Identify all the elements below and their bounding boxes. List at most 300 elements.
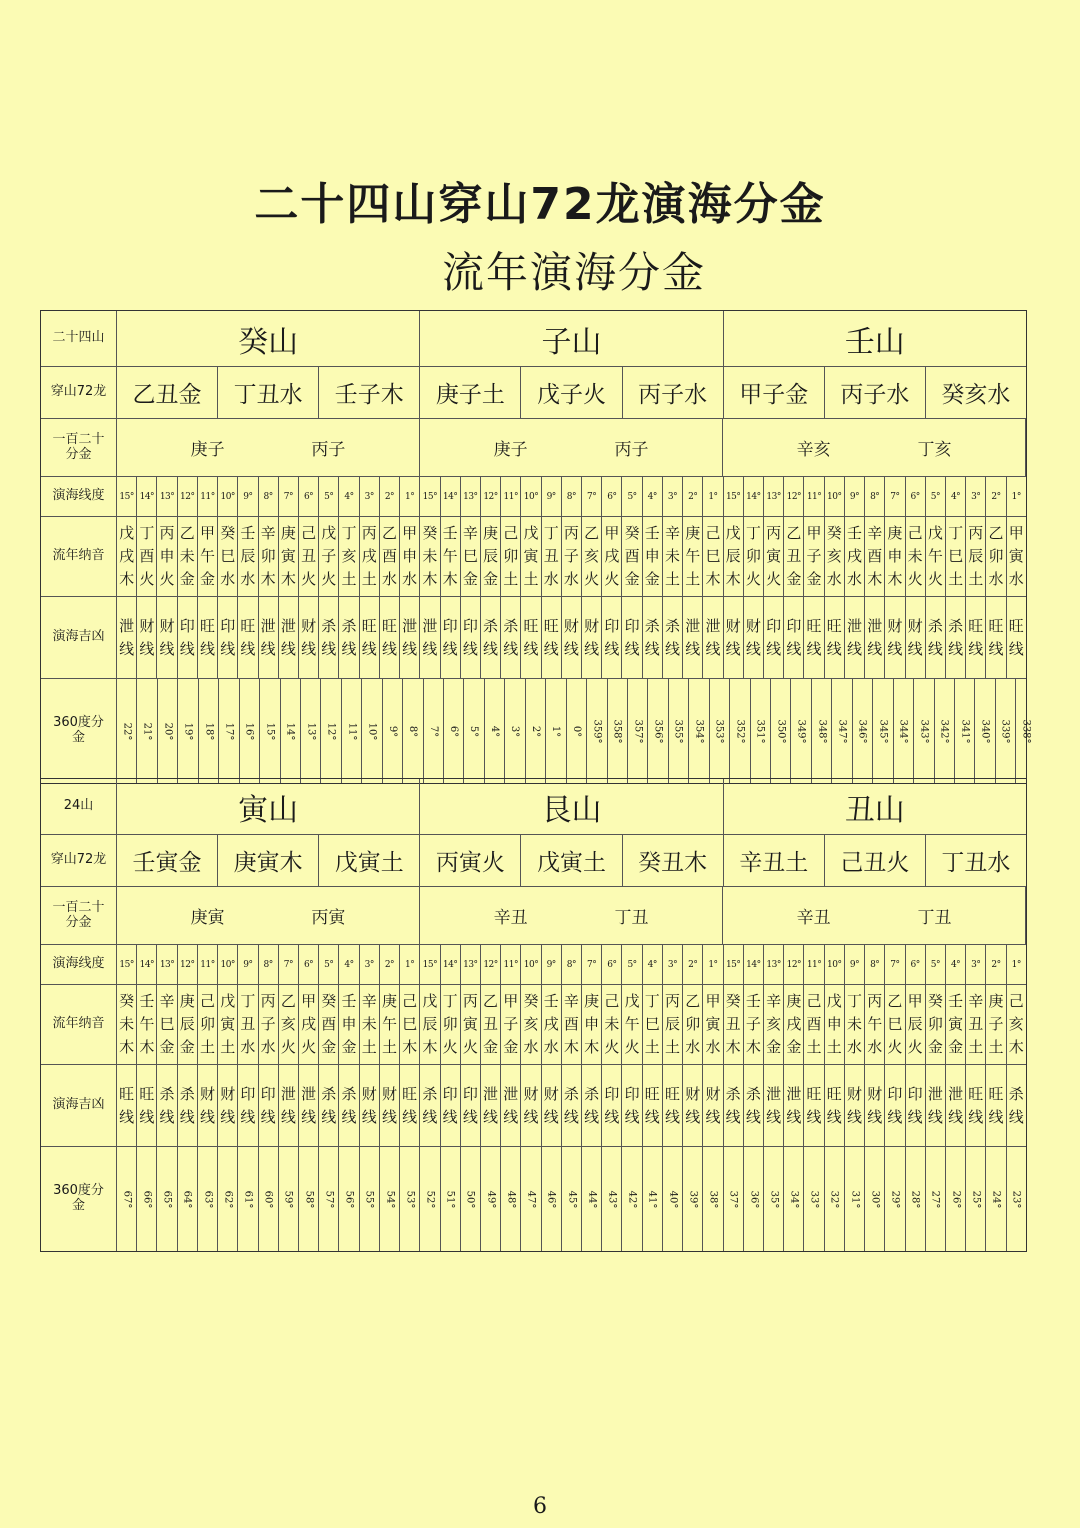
nayin-cell-char: 丙 [968,524,984,542]
page-subtitle: 流年演海分金 [441,248,706,297]
nayin-cell [279,985,299,1064]
degree360-cell [301,679,321,783]
degree360-cell-text: 16° [243,722,255,740]
luck-cell-char: 线 [483,1107,499,1126]
nayin-cell-char: 丑 [786,547,802,565]
luck-cell [339,1065,359,1146]
degree360-cell [602,1147,622,1251]
nayin-cell-char: 水 [685,1038,701,1056]
nayin-cell-char: 卯 [199,1015,215,1033]
dragon-cell: 戊寅土 [319,835,420,886]
luck-cell-char: 线 [503,639,519,658]
degree360-cell-text: 352° [734,718,746,744]
degree360-cell [199,679,219,783]
row-label-luck: 演海吉凶 [41,1065,117,1146]
nayin-cell-char: 己 [907,524,923,542]
nayin-cell-char: 癸 [927,992,943,1010]
nayin-cell-char: 申 [826,1015,842,1033]
luck-cell-char: 线 [624,1107,640,1126]
nayin-cell [238,517,258,596]
degree360-cell [281,679,301,783]
mountain-cell: 丑山 [844,792,905,828]
luck-cell-char: 线 [341,1107,357,1126]
row-d360 [41,679,1032,783]
fenjin-cell [117,887,177,944]
nayin-cell-char: 丙 [462,992,478,1010]
luck-cell-char: 财 [159,616,175,635]
row-cells-mountain [117,311,1026,366]
degree360-cell [259,1147,279,1251]
fenjin-cell: 丁丑 [614,908,649,928]
luck-cell-char: 线 [705,639,721,658]
nayin-cell-char: 甲 [604,524,620,542]
degree-cell: 14° [744,945,764,984]
degree360-cell [689,679,709,783]
nayin-cell-char: 庚 [280,524,296,542]
luck-cell-char: 线 [948,1107,964,1126]
nayin-cell-char: 未 [604,1015,620,1033]
degree360-cell-text: 342° [938,718,950,744]
luck-cell-char: 线 [341,639,357,658]
nayin-cell-char: 亥 [341,547,357,565]
luck-cell-char: 线 [624,639,640,658]
luck-cell-char: 财 [846,1084,862,1103]
luck-cell-char: 线 [907,639,923,658]
degree-cell: 10° [218,945,238,984]
nayin-cell-char: 戌 [119,547,135,565]
nayin-cell-char: 金 [624,570,640,588]
nayin-cell [804,985,824,1064]
degree360-cell-text: 67° [121,1190,133,1208]
luck-cell-char: 线 [381,1107,397,1126]
nayin-cell-char: 水 [1008,570,1024,588]
luck-cell-char: 印 [766,616,782,635]
degree360-cell [321,679,341,783]
luck-cell [400,597,420,678]
dragon-cell: 戊寅土 [521,835,622,886]
nayin-cell [683,985,703,1064]
degree360-cell [608,679,628,783]
nayin-cell [865,517,885,596]
luck-cell [279,597,299,678]
row-dragon [41,367,1026,419]
nayin-cell-char: 丙 [766,524,782,542]
luck-cell-char: 线 [321,639,337,658]
degree360-cell-text: 50° [464,1190,476,1208]
degree360-cell [669,679,689,783]
degree360-cell-text: 354° [693,718,705,744]
nayin-cell [400,985,420,1064]
luck-cell [764,1065,784,1146]
luck-cell-char: 旺 [988,616,1004,635]
degree-cell: 9° [542,477,562,516]
luck-cell [461,597,481,678]
nayin-cell-char: 辰 [179,1015,195,1033]
degree-cell: 9° [845,477,865,516]
mountain-cell: 癸山 [117,311,420,366]
row-cells-mountain [117,779,1026,834]
luck-cell [218,1065,238,1146]
nayin-cell-char: 亥 [766,1015,782,1033]
nayin-cell [178,517,198,596]
luck-cell-char: 旺 [968,1084,984,1103]
nayin-cell [764,985,784,1064]
luck-cell-char: 线 [948,639,964,658]
nayin-cell-char: 癸 [422,524,438,542]
fenjin-cell [723,419,783,476]
luck-cell [380,597,400,678]
degree360-cell [894,679,914,783]
nayin-cell [420,985,440,1064]
nayin-cell [602,517,622,596]
nayin-cell-char: 金 [159,1038,175,1056]
nayin-cell-char: 火 [159,570,175,588]
luck-cell-char: 印 [442,1084,458,1103]
fenjin-cell [844,887,904,944]
nayin-cell [602,985,622,1064]
degree360-cell-text: 56° [343,1190,355,1208]
nayin-cell-char: 乙 [584,524,600,542]
nayin-cell-char: 卯 [503,547,519,565]
luck-cell [501,1065,521,1146]
nayin-cell [703,517,723,596]
dragon-cell: 辛丑土 [724,835,825,886]
luck-cell-char: 印 [887,1084,903,1103]
fenjin-cell [359,887,420,944]
nayin-cell-char: 火 [301,1038,317,1056]
nayin-cell-char: 庚 [887,524,903,542]
nayin-cell [339,985,359,1064]
luck-cell-char: 旺 [523,616,539,635]
nayin-cell-char: 巳 [402,1015,418,1033]
luck-cell-char: 旺 [402,1084,418,1103]
nayin-cell-char: 辛 [665,524,681,542]
nayin-cell [926,985,946,1064]
degree360-cell-text: 44° [586,1190,598,1208]
degree-cell: 1° [703,945,723,984]
luck-cell-char: 旺 [968,616,984,635]
nayin-cell [339,517,359,596]
nayin-cell [521,985,541,1064]
degree360-cell-text: 13° [305,722,317,740]
luck-cell [481,597,501,678]
degree360-cell-text: 66° [141,1190,153,1208]
nayin-cell-char: 辰 [665,1015,681,1033]
luck-cell-char: 线 [867,639,883,658]
degree-cell: 11° [198,945,218,984]
degree-cell: 5° [622,945,642,984]
luck-cell-char: 旺 [826,1084,842,1103]
row-label-mountain: 24山 [41,779,117,834]
nayin-cell [966,517,986,596]
degree360-cell-text: 18° [202,722,214,740]
nayin-cell-char: 水 [543,1038,559,1056]
nayin-cell-char: 壬 [745,992,761,1010]
nayin-cell-char: 金 [644,570,660,588]
dragon-cell: 丙子水 [623,367,724,418]
degree-cell: 10° [218,477,238,516]
luck-cell [1007,597,1026,678]
nayin-cell-char: 水 [240,570,256,588]
nayin-cell-char: 乙 [786,524,802,542]
luck-cell [299,597,319,678]
degree360-cell [751,679,771,783]
nayin-cell-char: 木 [563,1038,579,1056]
luck-cell-char: 线 [563,1107,579,1126]
degree-cell: 8° [259,945,279,984]
luck-cell-char: 线 [220,639,236,658]
luck-cell-char: 财 [543,1084,559,1103]
luck-cell-char: 线 [1008,639,1024,658]
nayin-cell [542,985,562,1064]
nayin-cell-char: 未 [361,1015,377,1033]
nayin-cell-char: 戌 [786,1015,802,1033]
luck-cell-char: 泄 [301,1084,317,1103]
degree360-cell-text: 63° [201,1190,213,1208]
nayin-cell-char: 火 [139,570,155,588]
degree360-cell [791,679,811,783]
nayin-cell-char: 土 [665,1038,681,1056]
degree360-cell [526,679,546,783]
degree360-cell-text: 32° [828,1190,840,1208]
luck-cell-char: 线 [786,639,802,658]
luck-cell [380,1065,400,1146]
luck-cell-char: 线 [584,1107,600,1126]
nayin-cell-char: 辰 [240,547,256,565]
degree360-cell-text: 39° [687,1190,699,1208]
nayin-cell [380,985,400,1064]
luck-cell [845,1065,865,1146]
nayin-cell-char: 水 [826,570,842,588]
degree-cell: 12° [178,945,198,984]
nayin-cell-char: 火 [462,1038,478,1056]
nayin-cell-char: 午 [381,1015,397,1033]
luck-cell-char: 线 [240,1107,256,1126]
nayin-cell-char: 庚 [685,524,701,542]
degree360-cell-text: 11° [346,722,358,740]
nayin-cell-char: 丁 [240,992,256,1010]
luck-cell [582,1065,602,1146]
nayin-cell-char: 寅 [462,1015,478,1033]
row-label-fen: 一百二十 分金 [41,887,117,944]
degree360-cell-text: 344° [897,718,909,744]
luck-cell [966,597,986,678]
luck-cell [683,1065,703,1146]
luck-cell [198,1065,218,1146]
degree-cell: 2° [380,477,400,516]
degree360-cell-text: 51° [444,1190,456,1208]
degree360-cell-text: 340° [979,718,991,744]
degree360-cell-text: 52° [424,1190,436,1208]
luck-cell [582,597,602,678]
row-nayin [41,517,1026,597]
nayin-cell-char: 亥 [1008,1015,1024,1033]
luck-cell [1007,1065,1026,1146]
nayin-cell-char: 丁 [442,992,458,1010]
nayin-cell [744,517,764,596]
degree360-cell-text: 62° [222,1190,234,1208]
nayin-cell-char: 庚 [483,524,499,542]
degree-cell: 5° [926,477,946,516]
nayin-cell-char: 水 [543,570,559,588]
nayin-cell [137,985,157,1064]
degree360-cell-text: 35° [768,1190,780,1208]
row-cells-fen [117,419,1026,476]
degree360-cell-text: 350° [775,718,787,744]
nayin-cell [804,517,824,596]
nayin-cell [319,517,339,596]
luck-cell-char: 财 [523,1084,539,1103]
nayin-cell-char: 金 [806,570,822,588]
nayin-cell [319,985,339,1064]
dragon-cell: 乙丑金 [117,367,218,418]
nayin-cell-char: 土 [220,1038,236,1056]
luck-cell-char: 财 [685,1084,701,1103]
luck-cell-char: 线 [584,639,600,658]
nayin-cell-char: 甲 [503,992,519,1010]
nayin-cell-char: 壬 [846,524,862,542]
degree-cell: 2° [683,477,703,516]
luck-cell-char: 财 [907,616,923,635]
luck-cell-char: 线 [139,1107,155,1126]
nayin-cell-char: 木 [422,570,438,588]
nayin-cell-char: 己 [301,524,317,542]
nayin-cell [117,985,137,1064]
nayin-cell [137,517,157,596]
degree-cell: 12° [481,945,501,984]
luck-cell-char: 线 [543,1107,559,1126]
fenjin-cell: 辛丑 [493,908,528,928]
degree360-cell-text: 45° [565,1190,577,1208]
degree-cell: 10° [521,945,541,984]
nayin-cell-char: 辛 [563,992,579,1010]
luck-cell-char: 印 [220,616,236,635]
degree360-cell-text: 17° [223,722,235,740]
nayin-cell [299,517,319,596]
nayin-cell-char: 戊 [826,992,842,1010]
luck-cell [238,597,258,678]
nayin-cell-char: 火 [584,570,600,588]
degree360-cell-text: 5° [468,725,480,737]
nayin-cell-char: 木 [887,570,903,588]
nayin-cell-char: 金 [179,1038,195,1056]
luck-cell-char: 线 [685,1107,701,1126]
nayin-cell-char: 辰 [483,547,499,565]
luck-cell [643,597,663,678]
nayin-cell-char: 土 [381,1038,397,1056]
degree-cell: 3° [360,477,380,516]
dragon-cell: 癸丑木 [623,835,724,886]
nayin-cell [986,985,1006,1064]
nayin-cell-char: 酉 [381,547,397,565]
luck-cell [784,1065,804,1146]
nayin-cell [966,985,986,1064]
luck-cell-char: 线 [988,639,1004,658]
nayin-cell-char: 木 [260,570,276,588]
nayin-cell-char: 乙 [988,524,1004,542]
nayin-cell-char: 水 [240,1038,256,1056]
luck-cell-char: 旺 [806,616,822,635]
nayin-cell-char: 卯 [745,547,761,565]
nayin-cell [360,517,380,596]
degree360-cell-text: 2° [529,725,541,737]
nayin-cell-char: 未 [179,547,195,565]
nayin-cell-char: 寅 [220,1015,236,1033]
nayin-cell-char: 金 [503,1038,519,1056]
degree360-cell-text: 8° [407,725,419,737]
degree360-cell-text: 10° [366,722,378,740]
luck-cell [946,597,966,678]
luck-cell [521,1065,541,1146]
nayin-cell-char: 癸 [725,992,741,1010]
nayin-cell-char: 子 [321,547,337,565]
nayin-cell-char: 庚 [179,992,195,1010]
nayin-cell-char: 水 [846,570,862,588]
nayin-cell-char: 酉 [139,547,155,565]
luck-cell-char: 线 [644,1107,660,1126]
luck-cell [663,597,683,678]
dragon-cell: 壬子木 [319,367,420,418]
luck-cell-char: 泄 [402,616,418,635]
nayin-cell-char: 乙 [887,992,903,1010]
nayin-cell-char: 辛 [159,992,175,1010]
degree360-cell [1007,1147,1026,1251]
nayin-cell-char: 火 [766,570,782,588]
nayin-cell-char: 卯 [927,1015,943,1033]
nayin-cell-char: 木 [139,1038,155,1056]
luck-cell-char: 泄 [483,1084,499,1103]
nayin-cell-char: 丁 [745,524,761,542]
nayin-cell-char: 水 [402,570,418,588]
row-d360 [41,1147,1026,1251]
row-mountain [41,311,1026,367]
nayin-cell-char: 戊 [927,524,943,542]
luck-cell [420,597,440,678]
luck-cell-char: 线 [503,1107,519,1126]
nayin-cell-char: 丁 [341,524,357,542]
degree360-cell [157,1147,177,1251]
luck-cell-char: 旺 [806,1084,822,1103]
luck-cell-char: 线 [846,639,862,658]
luck-cell [906,597,926,678]
nayin-cell-char: 申 [402,547,418,565]
degree-cell: 6° [602,945,622,984]
luck-cell-char: 线 [220,1107,236,1126]
degree360-cell-text: 347° [836,718,848,744]
fenjin-cell: 丁丑 [917,908,952,928]
nayin-cell-char: 水 [523,1038,539,1056]
luck-cell-char: 杀 [503,616,519,635]
nayin-cell-char: 辛 [361,992,377,1010]
luck-cell-char: 线 [786,1107,802,1126]
nayin-cell-char: 己 [199,992,215,1010]
nayin-cell-char: 卯 [988,547,1004,565]
degree-cell: 9° [238,945,258,984]
nayin-cell-char: 火 [907,1038,923,1056]
degree-cell: 10° [521,477,541,516]
degree360-cell [587,679,607,783]
row-label-fen: 一百二十 分金 [41,419,117,476]
nayin-cell [784,985,804,1064]
degree-cell: 1° [1011,491,1021,502]
luck-cell [926,597,946,678]
degree-cell: 4° [946,477,966,516]
dragon-cell: 丙子水 [825,367,926,418]
degree-cell: 1° [400,477,420,516]
degree360-cell [926,1147,946,1251]
nayin-cell-char: 辰 [968,547,984,565]
nayin-cell-char: 辰 [907,1015,923,1033]
